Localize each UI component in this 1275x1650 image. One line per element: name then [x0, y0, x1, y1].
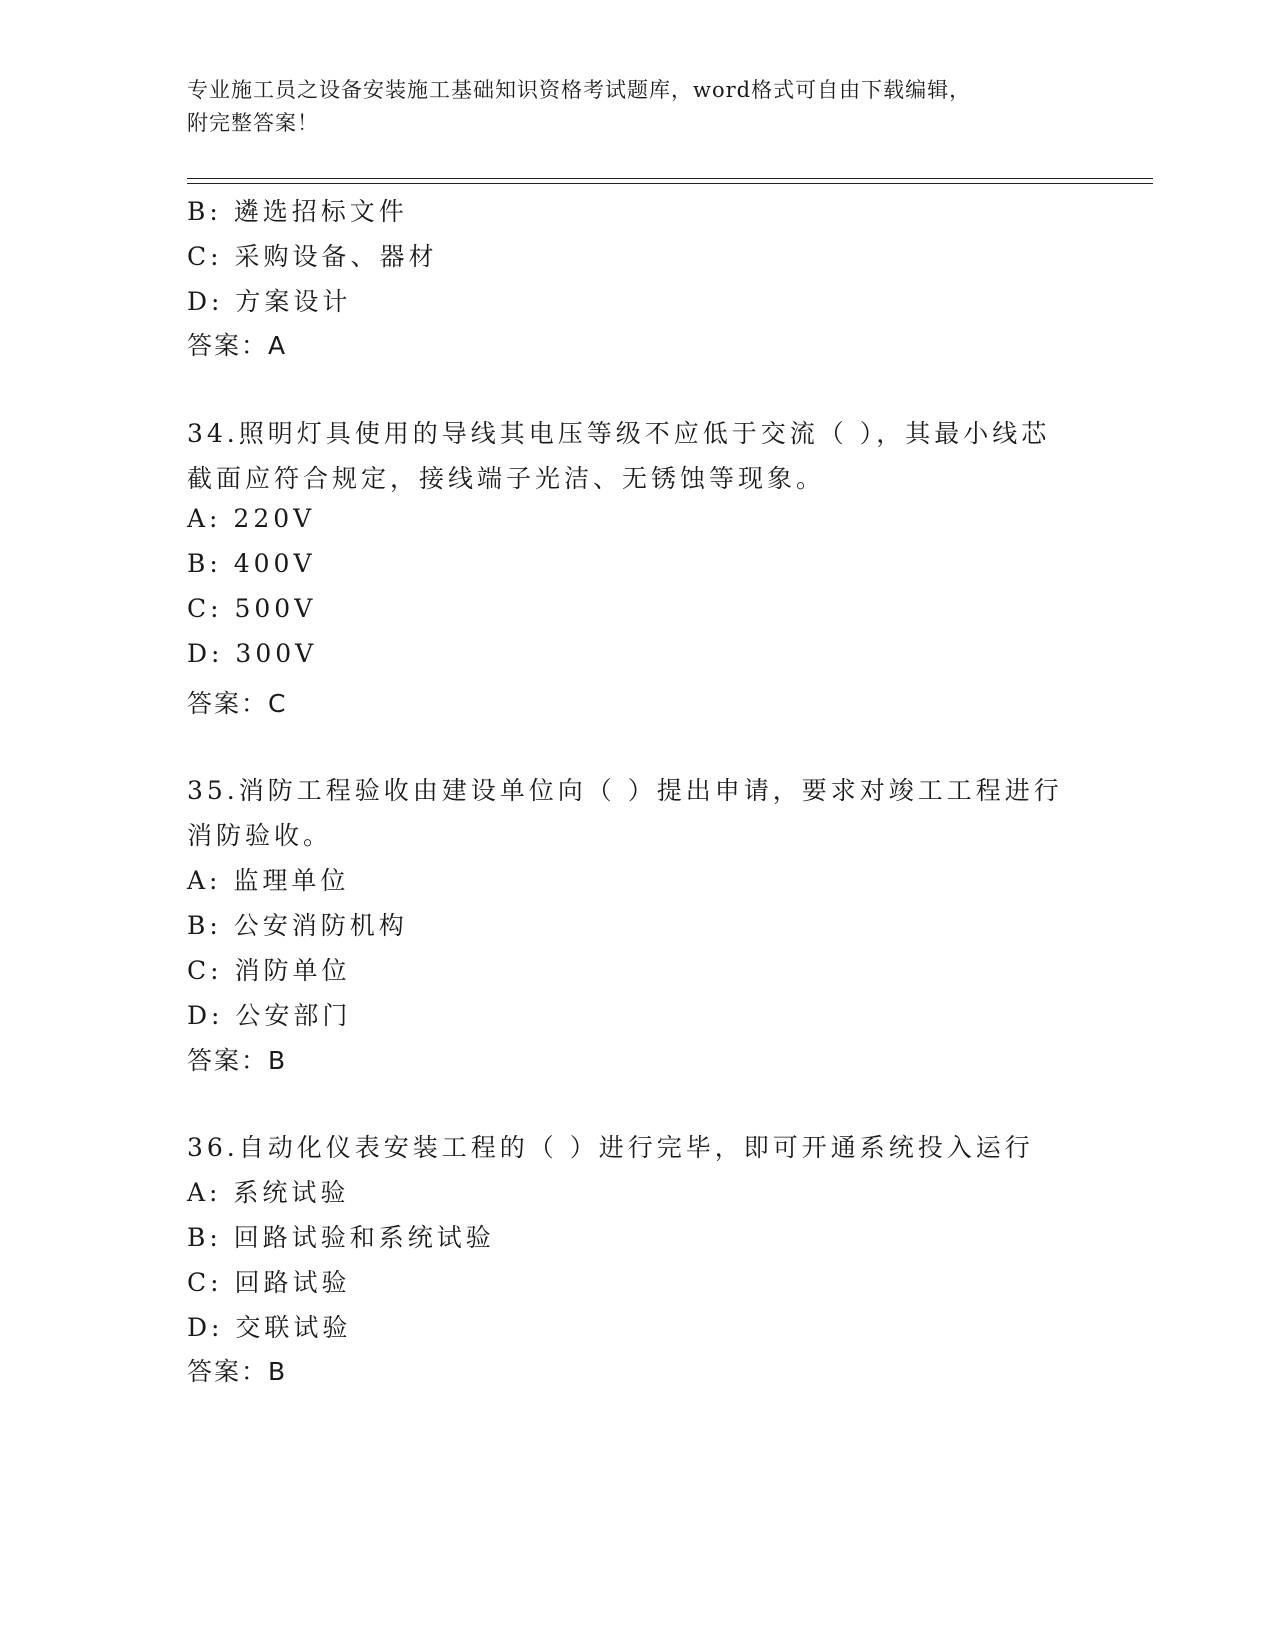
- option-c: C: 采购设备、器材: [187, 242, 438, 271]
- option-d: D: 方案设计: [187, 287, 352, 316]
- option-c: C: 回路试验: [187, 1268, 351, 1297]
- option-c: C: 500V: [187, 594, 317, 623]
- question-text: 34.照明灯具使用的导线其电压等级不应低于交流（ ），其最小线芯: [187, 419, 1051, 448]
- answer: 答案：B: [187, 1357, 288, 1386]
- header-divider-top: [187, 178, 1153, 179]
- option-a: A: 220V: [187, 504, 316, 533]
- document-header: [187, 74, 1067, 140]
- question-text: 36.自动化仪表安装工程的（ ）进行完毕，即可开通系统投入运行: [187, 1133, 1034, 1162]
- option-c: C: 消防单位: [187, 956, 351, 985]
- question-text: 35.消防工程验收由建设单位向（ ）提出申请，要求对竣工工程进行: [187, 776, 1063, 805]
- question-text: 截面应符合规定，接线端子光洁、无锈蚀等现象。: [187, 464, 826, 493]
- answer: 答案：B: [187, 1046, 288, 1075]
- option-d: D: 300V: [187, 639, 318, 668]
- option-b: B: 400V: [187, 549, 316, 578]
- answer: 答案：A: [187, 331, 288, 360]
- answer: 答案：C: [187, 689, 288, 718]
- question-text: 消防验收。: [187, 821, 333, 850]
- option-a: A: 监理单位: [187, 866, 350, 895]
- option-d: D: 交联试验: [187, 1313, 352, 1342]
- option-b: B: 公安消防机构: [187, 911, 408, 940]
- option-d: D: 公安部门: [187, 1001, 352, 1030]
- header-line-1: 专业施工员之设备安装施工基础知识资格考试题库，word格式可自由下载编辑，: [187, 78, 972, 102]
- header-line-2: 附完整答案！: [187, 111, 319, 135]
- header-divider-bottom: [187, 183, 1153, 184]
- option-a: A: 系统试验: [187, 1178, 350, 1207]
- option-b: B: 遴选招标文件: [187, 197, 408, 226]
- option-b: B: 回路试验和系统试验: [187, 1223, 495, 1252]
